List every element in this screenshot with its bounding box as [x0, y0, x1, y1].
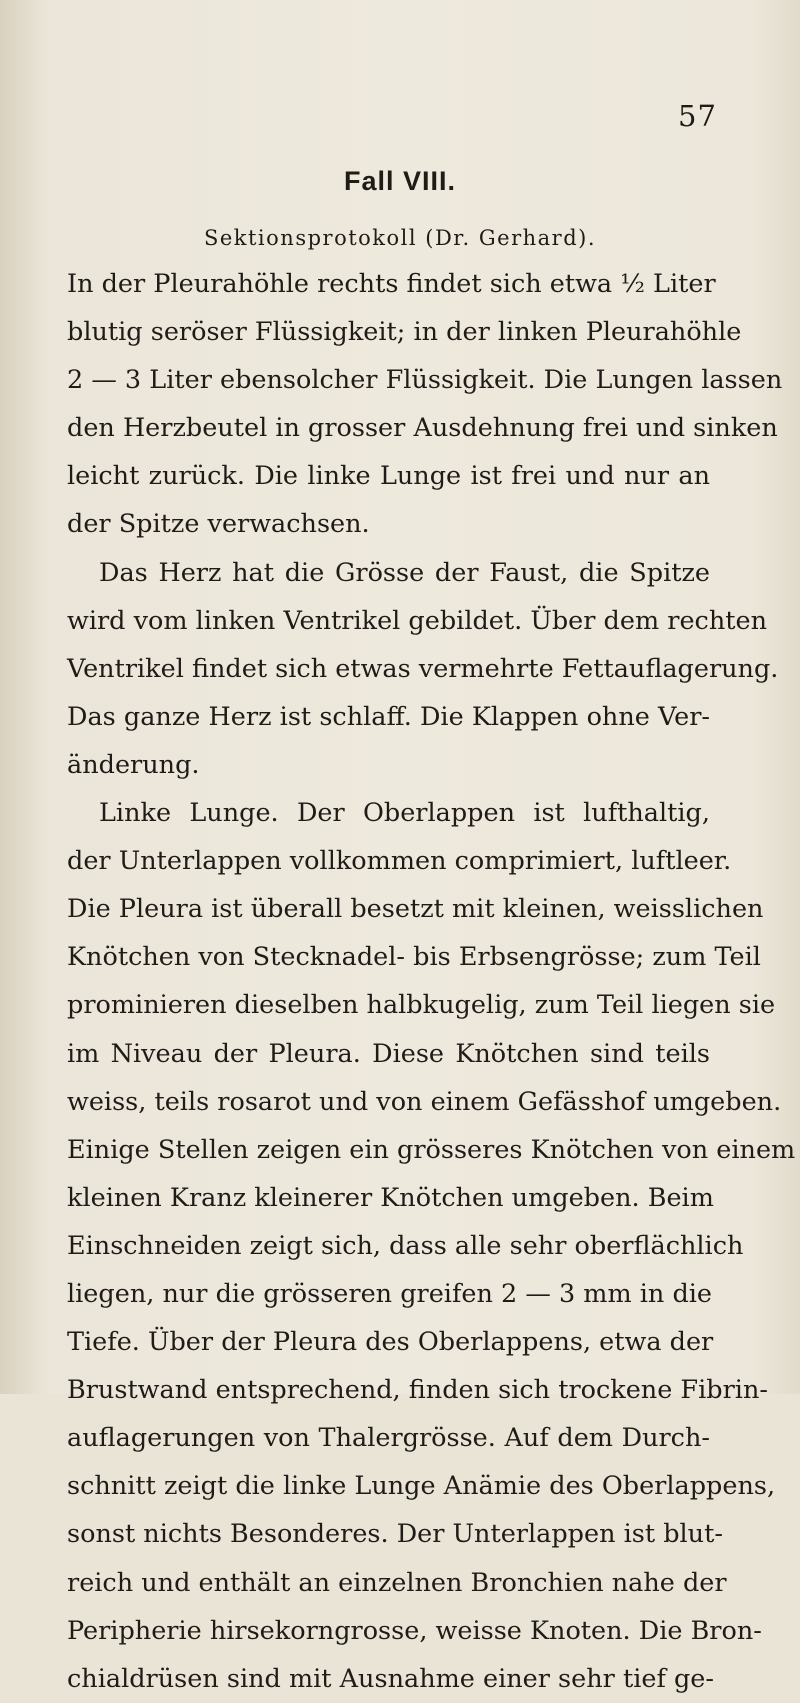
protocol-subtitle: Sektionsprotokoll (Dr. Gerhard). — [203, 226, 597, 250]
page-number: 57 — [678, 99, 717, 133]
case-title: Fall VIII. — [343, 166, 457, 196]
text-line: Das ganze Herz ist schlaff. Die Klappen ohne Ver- — [67, 701, 710, 732]
text-line: prominieren dieselben halbkugelig, zum Teil liegen sie — [67, 990, 776, 1021]
text-line: In der Pleurahöhle rechts findet sich etwa ½ Liter — [67, 269, 716, 299]
text-line: Die Pleura ist überall besetzt mit kleinen, weisslichen — [67, 894, 764, 925]
text-line: chialdrüsen sind mit Ausnahme einer sehr tief ge- — [67, 1663, 715, 1694]
body-text — [67, 260, 796, 1703]
text-line: Linke Lunge. Der Oberlappen ist lufthaltig, — [99, 798, 710, 829]
text-line: der Unterlappen vollkommen comprimiert, luftleer. — [67, 846, 732, 877]
text-line: blutig seröser Flüssigkeit; in der linken Pleurahöhle — [67, 317, 742, 348]
text-line: Einschneiden zeigt sich, dass alle sehr oberflächlich — [67, 1230, 744, 1261]
text-line: wird vom linken Ventrikel gebildet. Über dem rechten — [67, 605, 768, 636]
text-line: der Spitze verwachsen. — [67, 509, 370, 540]
text-line: sonst nichts Besonderes. Der Unterlappen ist blut- — [67, 1519, 723, 1550]
text-line: auflagerungen von Thalergrösse. Auf dem Durch- — [67, 1423, 710, 1454]
text-line: Das Herz hat die Grösse der Faust, die Spitze — [99, 557, 710, 588]
text-line: weiss, teils rosarot und von einem Gefässhof umgeben. — [67, 1086, 782, 1117]
text-line: Einige Stellen zeigen ein grösseres Knötchen von einem — [67, 1134, 796, 1165]
text-line: Ventrikel findet sich etwas vermehrte Fettauflagerung. — [67, 653, 779, 684]
text-line: Brustwand entsprechend, finden sich trockene Fibrin- — [67, 1375, 768, 1406]
text-line: 2 — 3 Liter ebensolcher Flüssigkeit. Die Lungen lassen — [67, 365, 783, 396]
text-line: im Niveau der Pleura. Diese Knötchen sind teils — [67, 1038, 710, 1069]
text-line: den Herzbeutel in grosser Ausdehnung frei und sinken — [67, 413, 778, 444]
text-line: Peripherie hirsekorngrosse, weisse Knoten. Die Bron- — [67, 1615, 762, 1646]
text-line: liegen, nur die grösseren greifen 2 — 3 mm in die — [67, 1278, 713, 1309]
text-line: Knötchen von Stecknadel- bis Erbsengrösse; zum Teil — [67, 942, 761, 973]
text-line: kleinen Kranz kleinerer Knötchen umgeben. Beim — [67, 1182, 714, 1213]
text-line: leicht zurück. Die linke Lunge ist frei und nur an — [67, 461, 710, 492]
text-line: Tiefe. Über der Pleura des Oberlappens, etwa der — [67, 1327, 714, 1358]
text-line: reich und enthält an einzelnen Bronchien nahe der — [67, 1567, 727, 1598]
text-line: änderung. — [67, 749, 200, 780]
text-line: schnitt zeigt die linke Lunge Anämie des Oberlappens, — [67, 1471, 776, 1502]
